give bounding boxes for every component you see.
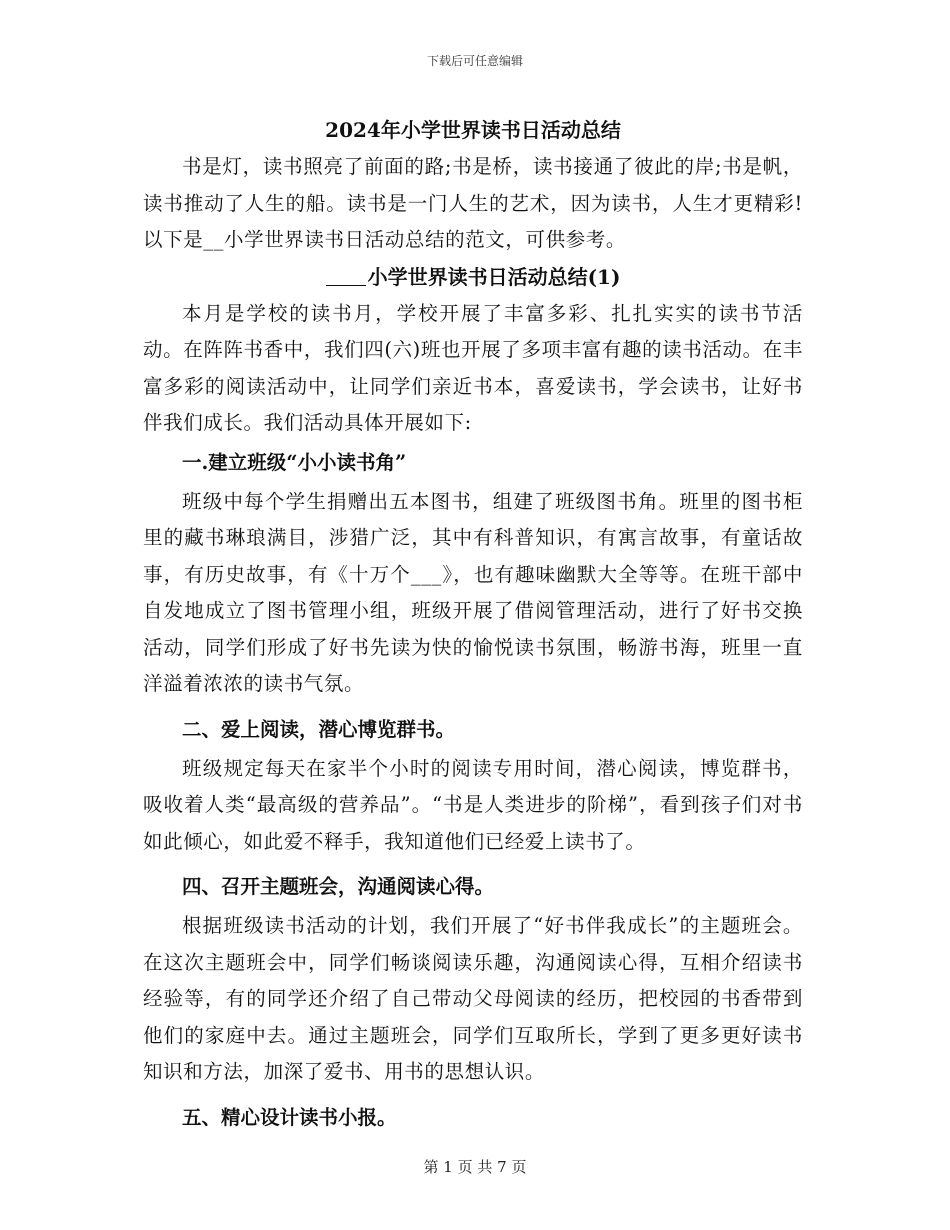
- header-note: 下载后可任意编辑: [426, 54, 523, 68]
- document-title: 2024年小学世界读书日活动总结: [325, 118, 621, 142]
- section-heading-1: 一.建立班级“小小读书角”: [182, 450, 407, 474]
- document-body: [143, 112, 803, 1139]
- section-heading-2: 二、爱上阅读，潜心博览群书。: [182, 717, 456, 741]
- section-heading-3: 四、召开主题班会，沟通阅读心得。: [182, 875, 495, 898]
- body-paragraph-2: 班级中每个学生捐赠出五本图书，组建了班级图书角。班里的图书柜里的藏书琳琅满目，涉猎广泛，其中有科普知识，有寓言故事，有童话故事，有历史故事，有《十万个___》，也有趣味幽默大全等等。在班干部中自发地成立了图书管理小组，班级开展了借阅管理活动，进行了好书交换活动，同学们形成了好书先读为快的愉悦读书氛围，畅游书海，班里一直洋溢着浓浓的读书气氛。: [143, 489, 803, 695]
- intro-paragraph: 书是灯，读书照亮了前面的路;书是桥，读书接通了彼此的岸;书是帆，读书推动了人生的船。读书是一门人生的艺术，因为读书，人生才更精彩!以下是__小学世界读书日活动总结的范文，可供参考。: [143, 155, 803, 251]
- page-footer: 第 1 页 共 7 页: [423, 1158, 527, 1176]
- body-paragraph-4: 根据班级读书活动的计划，我们开展了“好书伴我成长”的主题班会。在这次主题班会中，同学们畅谈阅读乐趣，沟通阅读心得，互相介绍读书经验等，有的同学还介绍了自己带动父母阅读的经历，把校园的书香带到他们的家庭中去。通过主题班会，同学们互取所长，学到了更多更好读书知识和方法，加深了爱书、用书的思想认识。: [143, 914, 803, 1083]
- section-heading-4: 五、精心设计读书小报。: [182, 1105, 397, 1129]
- body-paragraph-3: 班级规定每天在家半个小时的阅读专用时间，潜心阅读，博览群书，吸收着人类“最高级的营养品”。“书是人类进步的阶梯”，看到孩子们对书如此倾心，如此爱不释手，我知道他们已经爱上读书了。: [143, 756, 803, 853]
- body-paragraph-1: 本月是学校的读书月，学校开展了丰富多彩、扎扎实实的读书节活动。在阵阵书香中，我们四(六)班也开展了多项丰富有趣的读书活动。在丰富多彩的阅读活动中，让同学们亲近书本，喜爱读书，学会读书，让好书伴我们成长。我们活动具体开展如下:: [143, 301, 803, 434]
- blank-underline: [326, 265, 366, 286]
- section-subtitle: [143, 259, 803, 296]
- section-subtitle-text: 小学世界读书日活动总结(1): [367, 264, 621, 289]
